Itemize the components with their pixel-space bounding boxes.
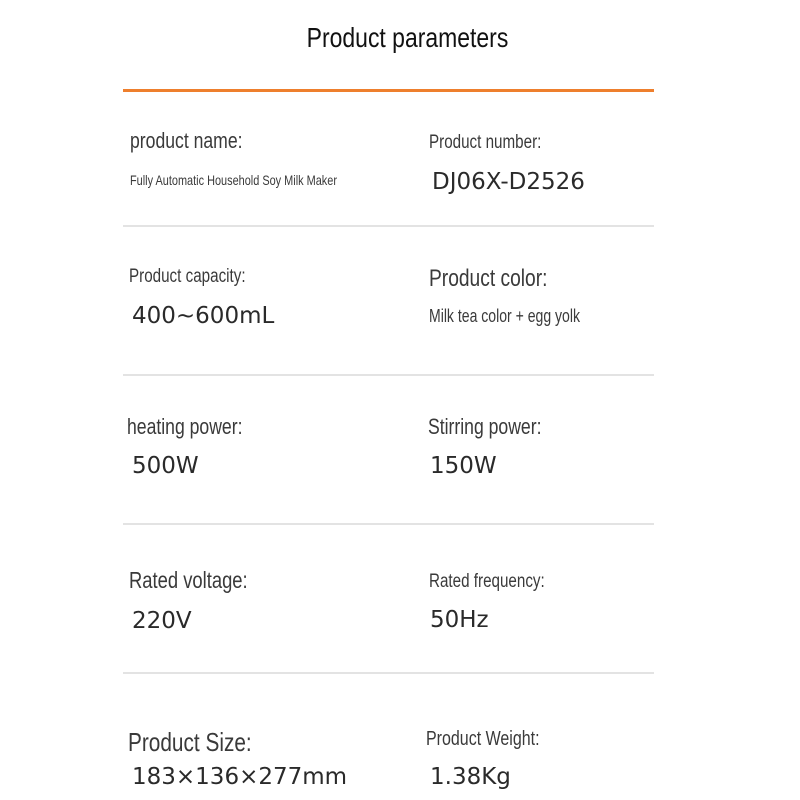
- param-label-product-capacity: Product capacity:: [129, 266, 246, 287]
- param-value-product-weight: 1.38Kg: [430, 764, 511, 790]
- param-label-product-name: product name:: [130, 128, 243, 153]
- title-accent-rule: [123, 89, 654, 92]
- param-value-product-color: Milk tea color + egg yolk: [429, 306, 581, 326]
- param-label-stirring-power: Stirring power:: [428, 414, 542, 439]
- param-label-rated-voltage: Rated voltage:: [129, 567, 248, 593]
- param-value-rated-voltage: 220V: [132, 608, 192, 634]
- row-divider: [123, 225, 654, 227]
- param-value-heating-power: 500W: [132, 453, 199, 479]
- row-divider: [123, 672, 654, 674]
- param-value-rated-frequency: 50Hz: [430, 607, 489, 633]
- param-label-heating-power: heating power:: [127, 414, 243, 439]
- param-value-product-size: 183×136×277mm: [132, 764, 348, 790]
- param-label-product-size: Product Size:: [128, 727, 252, 757]
- param-label-product-color: Product color:: [429, 265, 548, 292]
- param-label-product-weight: Product Weight:: [426, 728, 540, 750]
- page-title: Product parameters: [306, 22, 509, 53]
- param-value-stirring-power: 150W: [430, 453, 497, 479]
- row-divider: [123, 374, 654, 376]
- param-value-product-name: Fully Automatic Household Soy Milk Maker: [130, 172, 337, 188]
- param-label-product-number: Product number:: [429, 132, 542, 153]
- param-label-rated-frequency: Rated frequency:: [429, 571, 545, 592]
- param-value-product-capacity: 400~600mL: [132, 303, 275, 329]
- param-value-product-number: DJ06X-D2526: [432, 169, 585, 195]
- row-divider: [123, 523, 654, 525]
